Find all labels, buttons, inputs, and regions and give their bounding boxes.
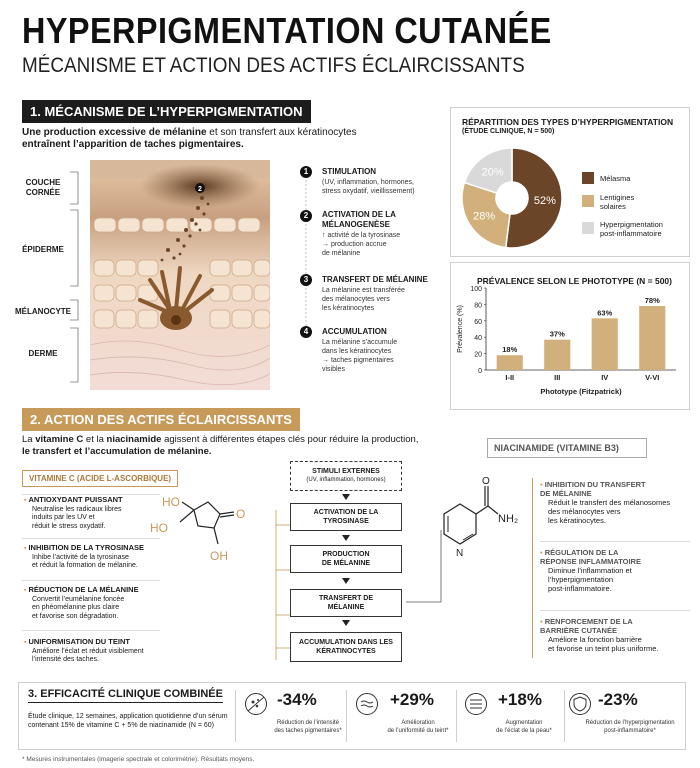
footnote: * Mesures instrumentales (imagerie spectrale et colorimétrie). Résultats moyens. (22, 756, 255, 763)
bar-category-0: I-II (505, 373, 515, 382)
bar-category-2: IV (601, 373, 609, 382)
step-2-title: ACTIVATION DE LA MÉLANOGENÈSE (322, 210, 396, 229)
bar-1 (544, 340, 570, 370)
page-title: HYPERPIGMENTATION CUTANÉE (22, 10, 552, 51)
pie-label-1: 28% (473, 210, 496, 223)
intro-line2: entraînent l’apparition de taches pigmentaires. (22, 139, 244, 150)
vitamin-c-molecule (150, 488, 260, 566)
mol-ho-2: HO (150, 521, 168, 535)
step-1-number: 1 (300, 166, 312, 178)
bar-label-1: 37% (549, 329, 565, 339)
stat-divider-3 (564, 690, 565, 742)
legend-label-lentigines: Lentigines solaires (600, 193, 635, 211)
nia-item-transfert: ▪ INHIBITION DU TRANSFERT DE MÉLANINE Réduit le transfert des mélanosomes des mélanocytes vers les kératinocytes. (540, 480, 690, 525)
stat-caption-uniformity: Amélioration de l’uniformité du teint* (387, 720, 449, 734)
flow-arrow-1 (342, 494, 350, 500)
vc-item-melanine: ▪ RÉDUCTION DE LA MÉLANINE Convertit l’eumélanine foncée en phéomélanine plus claire et favorise son dégradation. (24, 586, 174, 621)
stat-caption-glow: Augmentation de l’éclat de la peau* (496, 720, 552, 734)
stat-divider-0 (235, 690, 236, 742)
bar-category-1: III (554, 373, 561, 382)
mol-nia-nh2: NH₂ (498, 513, 519, 525)
bar-3 (639, 306, 665, 370)
step-1-title: STIMULATION (322, 167, 377, 176)
mol-nia-n: N (456, 548, 464, 559)
wave-icon (355, 692, 379, 716)
bar-2 (592, 318, 618, 370)
flow-box-stimuli (290, 461, 402, 491)
vc-item-0-desc: Neutralise les radicaux libres induits par les UV et réduit le stress oxydatif. (32, 505, 122, 530)
bar-ytick-0: 0 (478, 368, 482, 375)
bar-ytick-2: 40 (474, 335, 482, 343)
flow-box-production: PRODUCTION DE MÉLANINE (290, 545, 402, 573)
legend-swatch-lentigines (582, 195, 594, 207)
section3-desc: Étude clinique, 12 semaines, application quotidienne d’un sérum contenant 15% de vitamine C + 5% de niacinamide (N = 60) (28, 713, 228, 729)
bar-label-3: 78% (644, 296, 660, 306)
vc-divider-1 (22, 538, 160, 539)
stat-value-pih: -23% (598, 690, 638, 709)
flow-arrow-2 (342, 535, 350, 541)
intro2-vitc: vitamine C (35, 434, 84, 445)
step-2-desc: ↑ activité de la tyrosinase → production accrue de mélanine (322, 232, 401, 257)
step-4-desc: La mélanine s’accumule dans les kératinocytes → taches pigmentaires visibles (322, 339, 398, 373)
vc-item-2-title: RÉDUCTION DE LA MÉLANINE (28, 585, 139, 594)
vc-divider-3 (22, 630, 160, 631)
pie-label-2: 20% (481, 166, 504, 179)
step-1-desc: (UV, inflammation, hormones, stress oxydatif, vieillissement) (322, 179, 415, 195)
pie-label-0: 52% (533, 195, 556, 208)
pie-title: RÉPARTITION DES TYPES D’HYPERPIGMENTATION (462, 117, 674, 127)
vc-item-3-desc: Améliore l’éclat et réduit visiblement l’intensité des taches. (32, 647, 144, 663)
legend-swatch-post-inflammatoire (582, 222, 594, 234)
vc-item-0-title: ANTIOXYDANT PUISSANT (28, 495, 123, 504)
layer-label-melanocyte: MÉLANOCYTE (15, 307, 71, 316)
nia-item-inflammatoire: ▪ RÉGULATION DE LA RÉPONSE INFLAMMATOIRE Diminue l’inflammation et l’hyperpigmentation post-inflammatoire. (540, 548, 690, 593)
nia-item-1-desc: Diminue l’inflammation et l’hyperpigmentation post-inflammatoire. (548, 566, 632, 593)
mol-o: O (236, 507, 246, 521)
bar-label-2: 63% (597, 308, 613, 318)
nia-divider-2 (540, 610, 690, 611)
bar-xlabel: Phototype (Fitzpatrick) (540, 387, 622, 396)
stat-caption-pih: Réduction de l’hyperpigmentation post-inflammatoire* (585, 720, 675, 734)
mol-ho-1: HO (162, 495, 180, 509)
layer-brackets (66, 160, 92, 390)
shield-icon (568, 692, 592, 716)
vc-item-tyrosinase: ▪ INHIBITION DE LA TYROSINASE Inhibe l’activité de la tyrosinase et réduit la formation de mélanine. (24, 544, 174, 571)
layer-label-cornee: COUCHE CORNÉE (25, 178, 61, 197)
bar-ytick-1: 20 (474, 351, 482, 359)
flow-box-stimuli-title: STIMULI EXTERNES (312, 468, 380, 475)
intro2-pre: La (22, 434, 36, 445)
section2-heading: 2. ACTION DES ACTIFS ÉCLAIRCISSANTS (22, 408, 300, 431)
bar-0 (497, 355, 523, 370)
flow-box-transfert: TRANSFERT DE MÉLANINE (290, 589, 402, 617)
intro2-line2: le transfert et l’accumulation de mélanine. (22, 446, 212, 457)
intro2-post: agissent à différentes étapes clés pour réduire la production, (161, 434, 419, 445)
nia-item-barriere: ▪ RENFORCEMENT DE LA BARRIÈRE CUTANÉE Améliore la fonction barrière et favorise un teint plus uniforme. (540, 617, 695, 653)
vc-divider-2 (22, 580, 160, 581)
no-spots-icon (244, 692, 268, 716)
section2-intro (22, 434, 462, 458)
stat-value-spots: -34% (277, 690, 317, 709)
step-4-number: 4 (300, 326, 312, 338)
vc-item-1-title: INHIBITION DE LA TYROSINASE (28, 543, 144, 552)
intro2-mid: et la (83, 434, 107, 445)
bar-category-3: V-VI (645, 373, 660, 382)
step-4-title: ACCUMULATION (322, 327, 387, 336)
legend-label-melasma: Mélasma (600, 174, 631, 183)
pie-subtitle: (ÉTUDE CLINIQUE, N = 500) (462, 128, 555, 135)
flow-box-tyrosinase: ACTIVATION DE LA TYROSINASE (290, 503, 402, 531)
skin-step-marker: 2 (198, 186, 202, 193)
vc-item-2-desc: Convertit l’eumélanine foncée en phéomélanine plus claire et favorise son dégradation. (32, 595, 125, 620)
layer-label-derme: DERME (28, 349, 58, 358)
glow-icon (464, 692, 488, 716)
stat-divider-2 (456, 690, 457, 742)
pie-chart (456, 142, 568, 254)
vc-item-antioxydant: ▪ ANTIOXYDANT PUISSANT Neutralise les radicaux libres induits par les UV et réduit le stress oxydatif. (24, 496, 164, 531)
stat-value-uniformity: +29% (390, 690, 434, 709)
section1-heading: 1. MÉCANISME DE L’HYPERPIGMENTATION (22, 100, 311, 123)
bar-chart (452, 284, 686, 408)
bar-ylabel: Prévalence (%) (457, 305, 464, 353)
bar-label-0: 18% (502, 345, 518, 355)
nia-item-0-desc: Réduit le transfert des mélanosomes des mélanocytes vers les kératinocytes. (548, 498, 671, 525)
step-3-number: 3 (300, 274, 312, 286)
stat-divider-1 (346, 690, 347, 742)
stat-value-glow: +18% (498, 690, 542, 709)
intro-rest: et son transfert aux kératinocytes (206, 127, 357, 138)
flow-arrow-3 (342, 578, 350, 584)
intro-bold: Une production excessive de mélanine (22, 127, 207, 138)
bar-title: PRÉVALENCE SELON LE PHOTOTYPE (N = 500) (477, 276, 672, 286)
vc-item-3-title: UNIFORMISATION DU TEINT (28, 637, 130, 646)
niacinamide-molecule (430, 474, 526, 564)
vc-item-1-desc: Inhibe l’activité de la tyrosinase et réduit la formation de mélanine. (32, 553, 138, 569)
nia-item-1-title: RÉGULATION DE LA RÉPONSE INFLAMMATOIRE (540, 548, 641, 566)
steps-connector (299, 166, 313, 346)
bar-ytick-3: 60 (474, 318, 482, 326)
bar-ytick-4: 80 (474, 302, 482, 310)
bar-ytick-5: 100 (470, 286, 482, 293)
page-subtitle: MÉCANISME ET ACTION DES ACTIFS ÉCLAIRCISSANTS (22, 54, 525, 77)
nia-item-2-desc: Améliore la fonction barrière et favorise un teint plus uniforme. (548, 635, 659, 653)
legend-label-post-inflammatoire: Hyperpigmentation post-inflammatoire (600, 220, 663, 238)
flow-arrow-4 (342, 620, 350, 626)
vitamin-c-chip: VITAMINE C (ACIDE L-ASCORBIQUE) (22, 470, 178, 487)
skin-cross-section (90, 160, 270, 390)
section3-heading: 3. EFFICACITÉ CLINIQUE COMBINÉE (28, 688, 223, 703)
vc-item-teint: ▪ UNIFORMISATION DU TEINT Améliore l’éclat et réduit visiblement l’intensité des taches. (24, 638, 184, 665)
nia-item-0-title: INHIBITION DU TRANSFERT DE MÉLANINE (540, 480, 646, 498)
intro2-nia: niacinamide (106, 434, 162, 445)
nia-divider-1 (540, 541, 690, 542)
step-3-desc: La mélanine est transférée des mélanocytes vers les kératinocytes (322, 287, 405, 312)
niacinamide-chip: NIACINAMIDE (VITAMINE B3) (487, 438, 647, 458)
mol-nia-o: O (482, 476, 490, 487)
layer-label-epiderme: ÉPIDERME (22, 245, 64, 254)
mol-oh: OH (210, 549, 228, 563)
stat-caption-spots: Réduction de l’intensité des taches pigmentaires* (274, 720, 342, 734)
nia-item-2-title: RENFORCEMENT DE LA BARRIÈRE CUTANÉE (540, 617, 633, 635)
step-2-number: 2 (300, 210, 312, 222)
legend-swatch-melasma (582, 172, 594, 184)
flow-box-stimuli-sub: (UV, inflammation, hormones) (306, 477, 386, 483)
flow-box-accumulation: ACCUMULATION DANS LES KÉRATINOCYTES (290, 632, 402, 662)
step-3-title: TRANSFERT DE MÉLANINE (322, 275, 428, 284)
nia-rail (532, 478, 533, 658)
section1-intro (22, 127, 422, 151)
